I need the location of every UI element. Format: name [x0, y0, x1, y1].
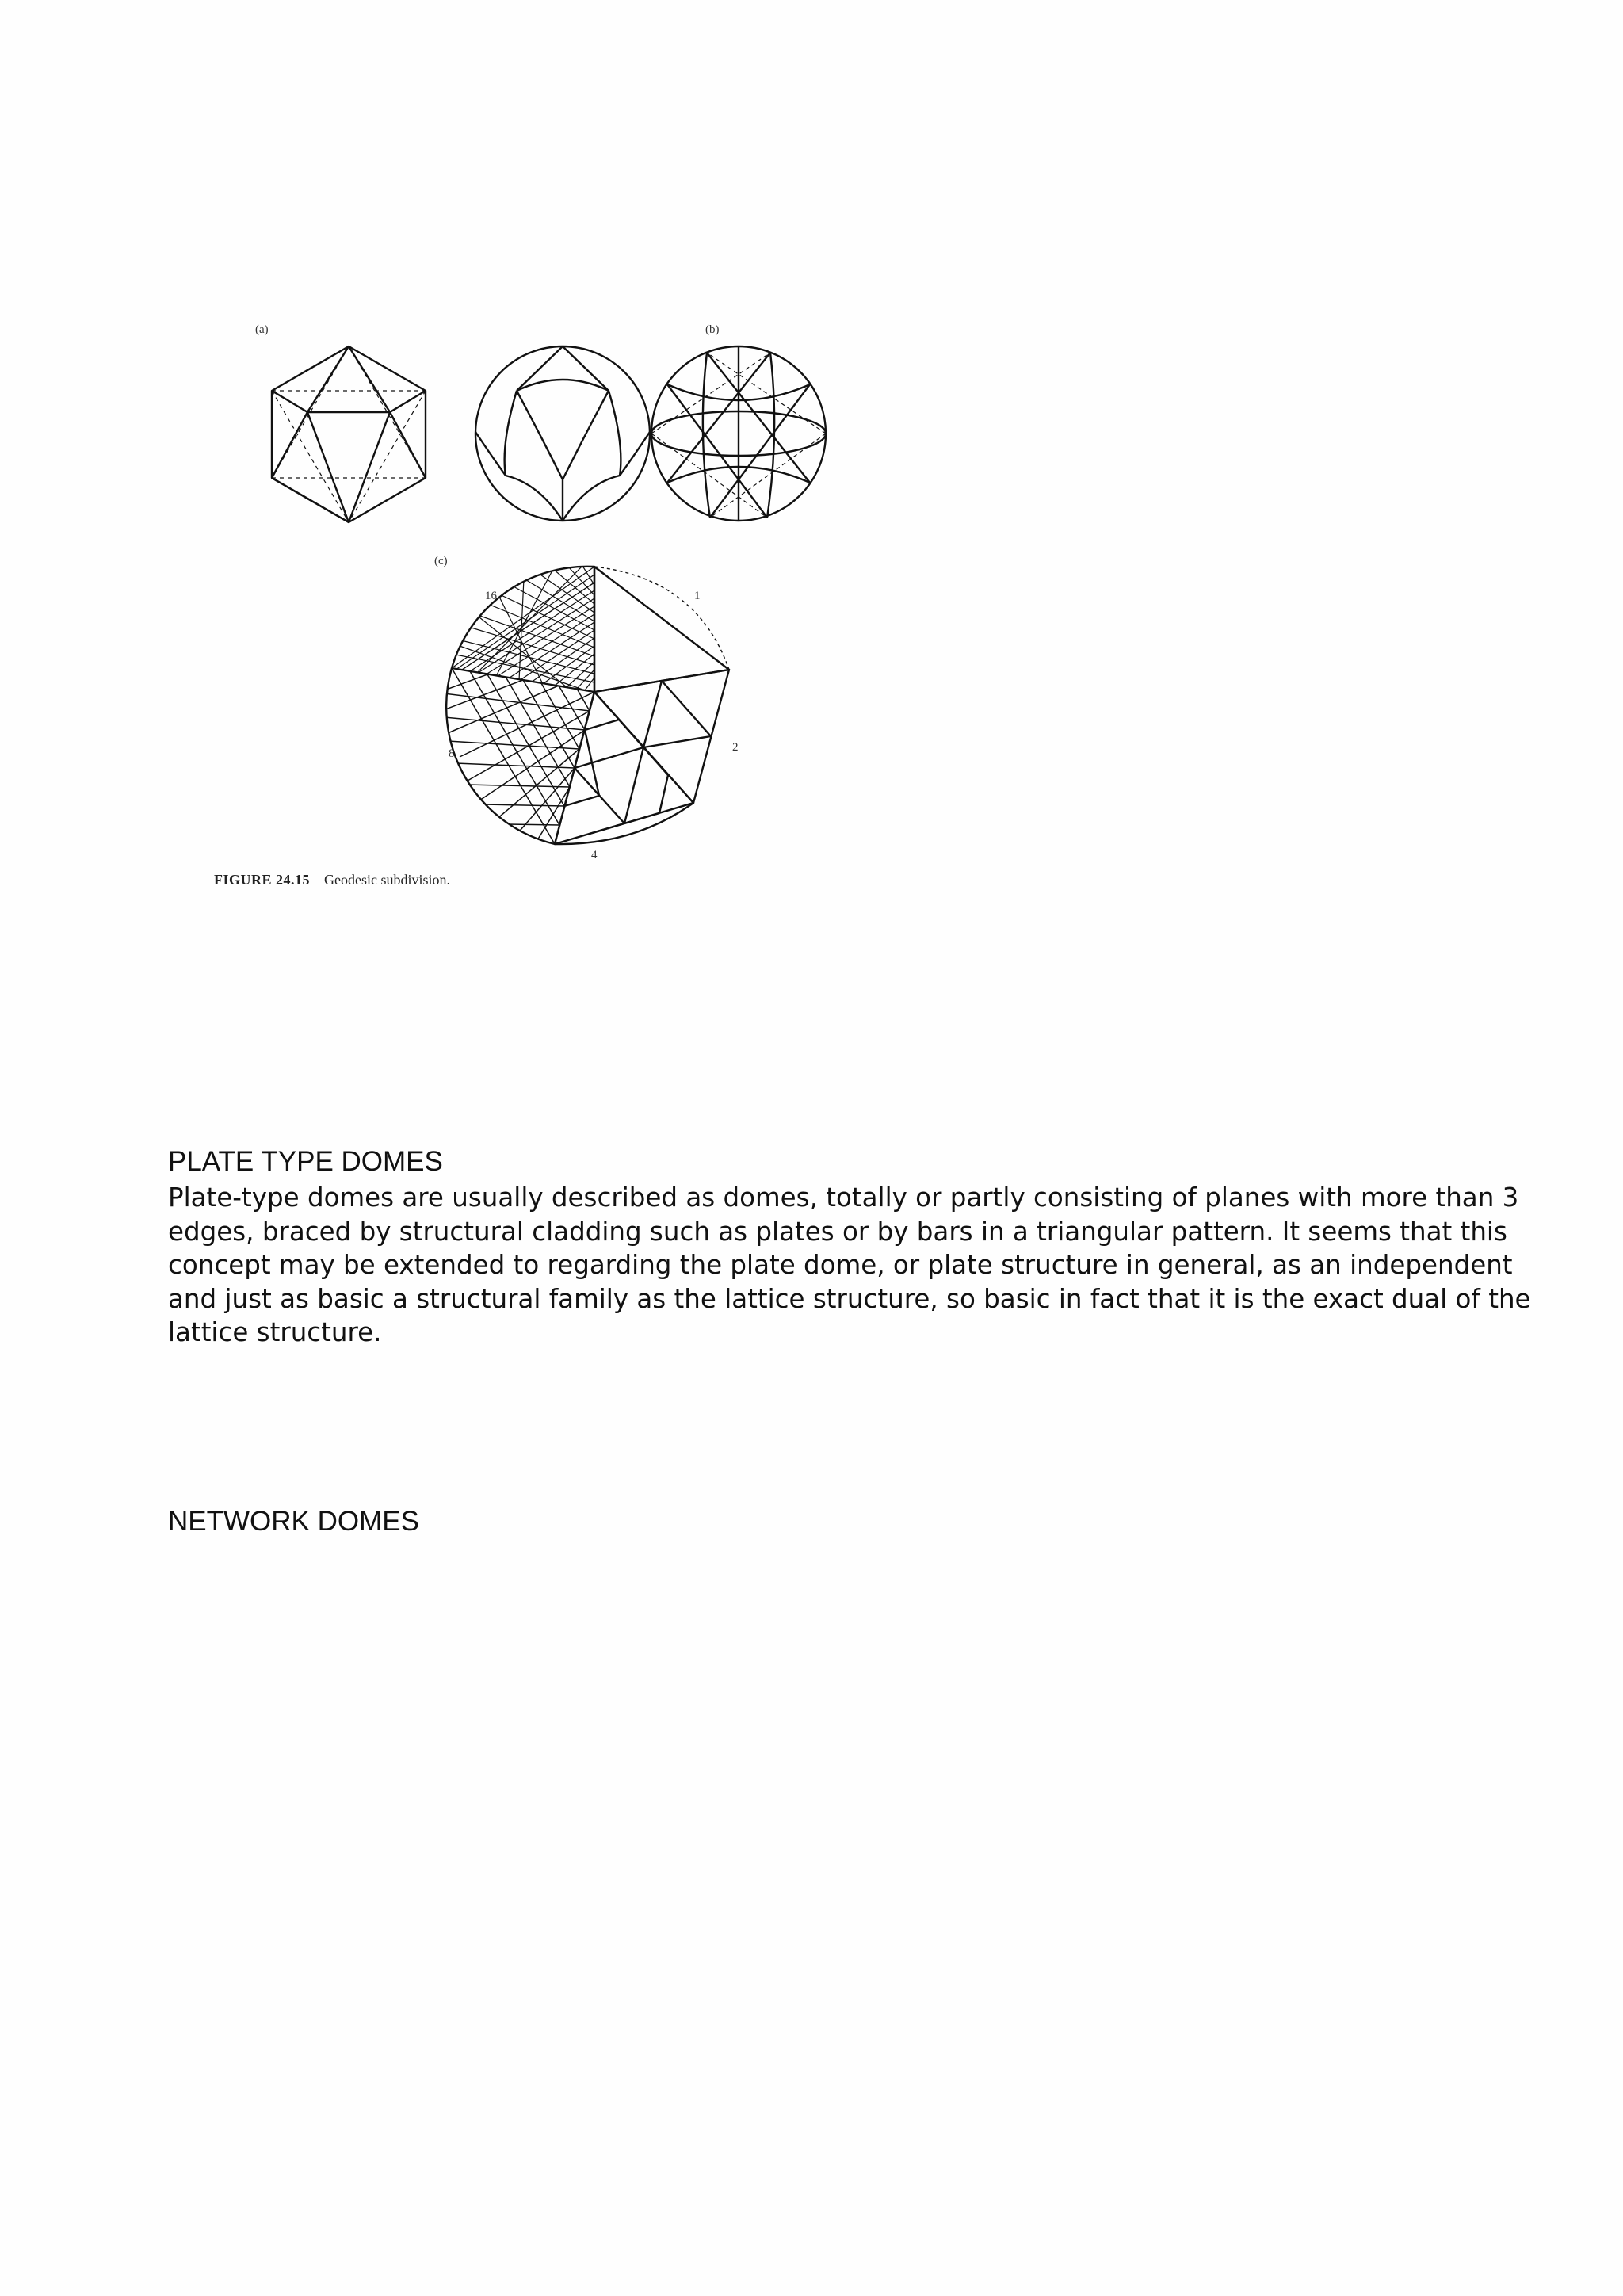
frequency-label-1: 1 [694, 590, 701, 602]
section-heading-plate-type-domes: PLATE TYPE DOMES [168, 1146, 443, 1177]
frequency-label-2: 2 [732, 741, 739, 754]
figure-caption [214, 872, 450, 888]
figure-caption-number: FIGURE 24.15 [214, 872, 311, 888]
frequency-label-4: 4 [591, 849, 598, 861]
section-body-plate-type-domes: Plate-type domes are usually described as domes, totally or partly consisting of planes with more than 3 edges, braced by structural cladding such as plates or by bars in a triangular pattern. It seems that this concept may be extended to regarding the plate dome, or plate structure in general, as an independent and just as basic a structural family as the lattice structure, so basic in fact that it is the exact dual of the lattice structure. [168, 1182, 1531, 1347]
panel-label-c: (c) [434, 555, 448, 567]
icosahedron-drawing [272, 346, 426, 522]
figure-caption-text: Geodesic subdivision. [324, 872, 451, 888]
panel-label-a: (a) [255, 323, 269, 336]
panel-label-b: (b) [705, 323, 720, 336]
frequency-label-16: 16 [485, 590, 497, 602]
geodesic-figure-drawing [222, 313, 919, 915]
projected-sphere-drawing [475, 346, 650, 521]
geodesic-subdivision-figure [222, 313, 919, 915]
subdivided-sphere-drawing [651, 346, 826, 521]
subdivision-comparison-drawing [444, 566, 729, 844]
frequency-label-8: 8 [449, 747, 455, 760]
section-heading-network-domes: NETWORK DOMES [168, 1506, 419, 1537]
